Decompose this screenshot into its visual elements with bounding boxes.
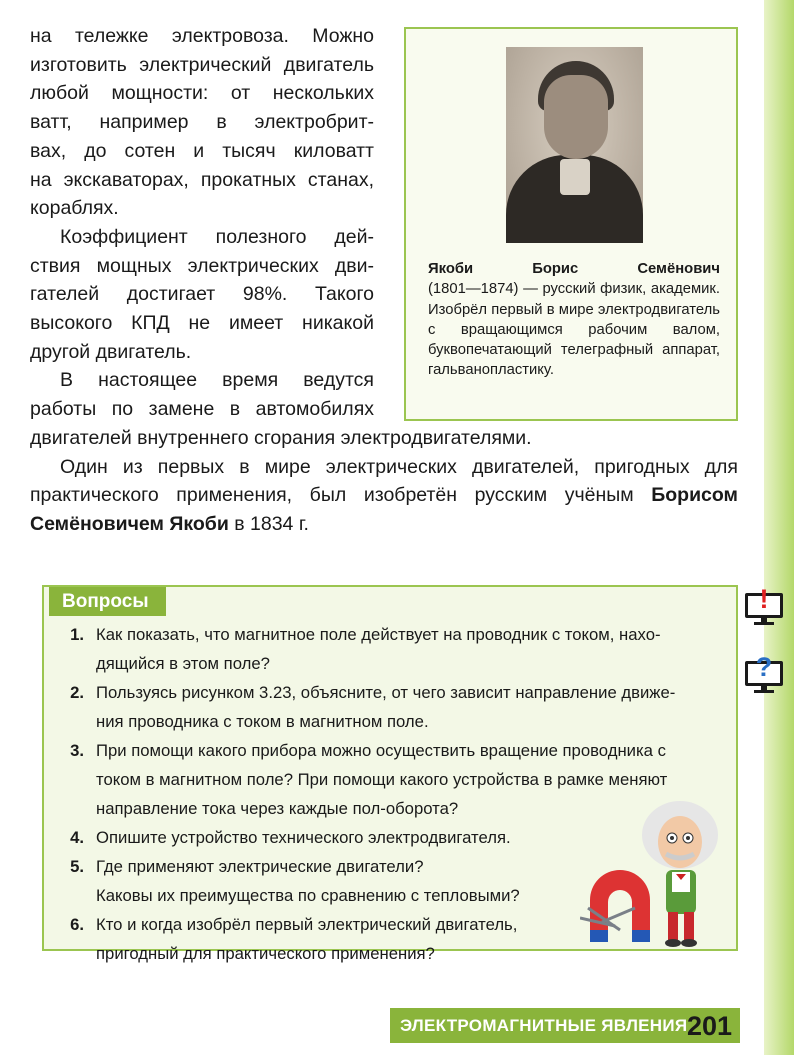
biography-text [428,259,720,381]
question-line: Опишите устройство технического электродвигателя. [96,828,511,847]
question-line: Где применяют электрические двигатели? [96,857,424,876]
biography-description: (1801—1874) — русский физик, академик. Изобрёл первый в мире электродвигатель с вращающимся рабочим валом, буквопечатающий телеграфный аппарат, гальванопластику. [428,281,720,379]
question-line: дящийся в этом поле? [96,654,270,673]
question-item [62,620,724,678]
text-line: высокого КПД не имеет никакой [30,312,374,335]
question-number: 2. [70,683,84,702]
text-line: кораблях. [30,197,119,220]
question-line: Как показать, что магнитное поле действует на проводник с током, нахо- [96,625,661,644]
question-monitor-icon [745,652,783,693]
text-line: любой мощности: от нескольких [30,82,374,105]
question-number: 6. [70,915,84,934]
inventor-name-bold: Борисом [651,484,738,507]
question-line: пригодный для практического применения? [96,944,435,963]
question-line: Пользуясь рисунком 3.23, объясните, от чего зависит направление движе- [96,683,676,702]
text-line: двигателей внутреннего сгорания электродвигателями. [30,427,532,449]
question-line: током в магнитном поле? При помощи какого устройства в рамке меняют [96,770,668,789]
text-line: вах, до сотен и тысяч киловатт [30,139,374,162]
professor-magnet-icon [580,790,730,950]
questions-heading: Вопросы [49,587,166,616]
page-footer [390,1008,740,1043]
page-edge-strip [764,0,794,1055]
question-line: направление тока через каждые пол-оборота? [96,799,459,818]
text-line: на тележке электровоза. Можно [30,25,374,47]
text-line: другой двигатель. [30,340,192,363]
text-line: на экскаваторах, прокатных станах, [30,168,374,191]
question-number: 1. [70,625,84,644]
exclamation-monitor-icon [745,584,783,625]
chapter-title: ЭЛЕКТРОМАГНИТНЫЕ ЯВЛЕНИЯ [400,1016,688,1035]
text-line: работы по замене в автомобилях [30,398,374,421]
biography-box [404,27,738,421]
text-line: Один из первых в мире электрических двигателей, пригодных для [60,455,738,478]
text-line [30,510,738,539]
text-line: гателей достигает 98%. Такого [30,283,374,306]
question-number: 4. [70,828,84,847]
text-column-top [30,22,374,424]
question-number: 5. [70,857,84,876]
inventor-name-bold: Семёновичем Якоби [30,513,229,536]
text-line: ватт, например в электробрит- [30,111,374,134]
text-span: в 1834 г. [228,513,309,536]
text-full-width [30,424,738,539]
text-line [30,481,738,510]
question-line: Каковы их преимущества по сравнению с тепловыми? [96,886,520,905]
question-symbol: ? [755,652,773,682]
text-line: В настоящее время ведутся [60,369,374,392]
text-line: ствия мощных электрических дви- [30,254,374,277]
text-line: изготовить электрический двигатель [30,53,374,76]
question-number: 3. [70,741,84,760]
page-number: 201 [686,1011,732,1041]
question-line: При помощи какого прибора можно осуществить вращение проводника с [96,741,666,760]
question-line: ния проводника с током в магнитном поле. [96,712,429,731]
biography-name: Якоби Борис Семёнович [428,261,720,277]
question-line: Кто и когда изобрёл первый электрический двигатель, [96,915,518,934]
text-span: практического применения, был изобретён русским учёным [30,484,652,507]
question-item [62,678,724,736]
text-line: Коэффициент полезного дей- [60,225,374,248]
portrait-photo [506,47,643,243]
exclamation-symbol: ! [759,584,769,614]
